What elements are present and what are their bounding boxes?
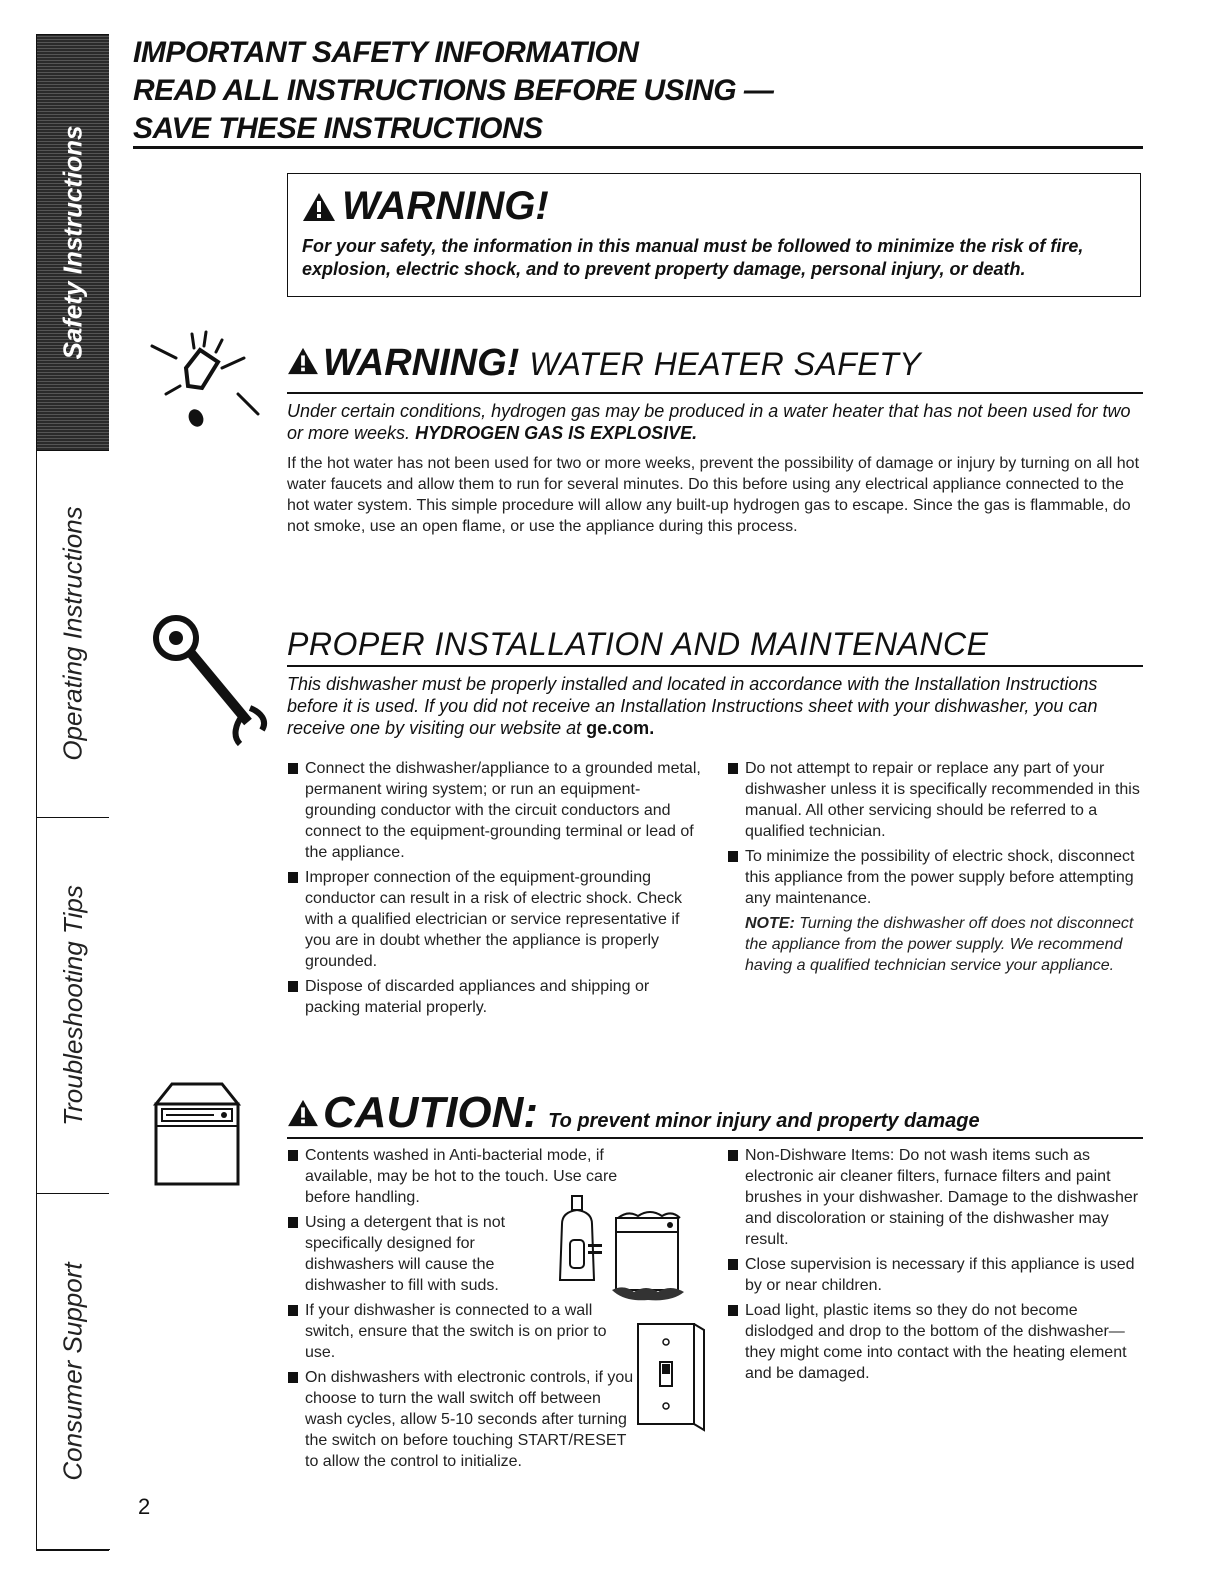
header-line-2: READ ALL INSTRUCTIONS BEFORE USING — bbox=[133, 74, 774, 107]
tab-safety-instructions[interactable] bbox=[37, 35, 109, 451]
wrench-icon bbox=[150, 612, 272, 750]
warning-text: For your safety, the information in this manual must be followed to minimize the risk of fire, explosion, electric shock, and to prevent property damage, personal injury, or death. bbox=[302, 236, 1084, 279]
water-heater-warning-label: WARNING! bbox=[323, 342, 520, 384]
water-heater-rule bbox=[287, 392, 1143, 394]
page-header bbox=[133, 34, 1143, 148]
caution-label: CAUTION: bbox=[323, 1088, 539, 1137]
list-item: Connect the dishwasher/appliance to a grounded metal, permanent wiring system; or run an equipment-grounding conductor with the circuit conductors and connect to the equipment-grounding terminal or lead of the appliance. bbox=[287, 758, 707, 863]
tab-troubleshooting-tips[interactable] bbox=[37, 817, 109, 1194]
hydrogen-gas-explosive: HYDROGEN GAS IS EXPLOSIVE. bbox=[415, 423, 698, 443]
installation-heading bbox=[287, 626, 988, 663]
list-item: Do not attempt to repair or replace any part of your dishwasher unless it is specifically recommended in this manual. All other servicing should be referred to a qualified technician. bbox=[727, 758, 1143, 842]
water-heater-title: WATER HEATER SAFETY bbox=[529, 346, 922, 382]
caution-right-column bbox=[727, 1145, 1143, 1388]
water-heater-lead-text: Under certain conditions, hydrogen gas may be produced in a water heater that has not been used for two or more weeks. bbox=[287, 401, 1131, 443]
dishwasher-icon bbox=[152, 1082, 242, 1186]
warning-triangle-icon bbox=[302, 192, 336, 222]
faucet-drip-icon bbox=[148, 328, 278, 438]
tab-consumer-support[interactable] bbox=[37, 1193, 109, 1550]
tab-label: Troubleshooting Tips bbox=[57, 884, 88, 1126]
water-heater-body: If the hot water has not been used for two or more weeks, prevent the possibility of damage or injury by turning on all hot water faucets and allow them to run for several minutes. Do this before using any electrical appliance connected to the hot water system. This simple procedure will allow any built-up hydrogen gas to escape. Since the gas is flammable, do not smoke, use an open flame, or use the appliance during this process. bbox=[287, 455, 1140, 535]
installation-right-column bbox=[727, 758, 1143, 976]
list-item: If your dishwasher is connected to a wall switch, ensure that the switch is on prior to use. bbox=[287, 1300, 630, 1363]
warning-title: WARNING! bbox=[342, 184, 549, 228]
list-item: Load light, plastic items so they do not become dislodged and drop to the bottom of the dishwasher—they might come into contact with the heating element and be damaged. bbox=[727, 1300, 1143, 1384]
sidebar-bottom-rule bbox=[36, 1549, 110, 1550]
list-item: Improper connection of the equipment-grounding conductor can result in a risk of electric shock. Check with a qualified electrician or service representative if you are in doubt whether the appliance is properly grounded. bbox=[287, 867, 707, 972]
list-item: On dishwashers with electronic controls, if you choose to turn the wall switch off between wash cycles, allow 5-10 seconds after turning the switch on before touching START/RESET to allow the control to initialize. bbox=[287, 1367, 640, 1472]
tab-label: Consumer Support bbox=[57, 1262, 88, 1481]
header-line-1: IMPORTANT SAFETY INFORMATION bbox=[133, 36, 639, 69]
note-text: Turning the dishwasher off does not disconnect the appliance from the power supply. We recommend having a qualified technician service your appliance. bbox=[745, 915, 1134, 974]
list-item: Contents washed in Anti-bacterial mode, if available, may be hot to the touch. Use care before handling. bbox=[287, 1145, 645, 1208]
wall-switch-icon bbox=[636, 1318, 708, 1438]
equals-sign-icon bbox=[586, 1242, 606, 1256]
list-item: To minimize the possibility of electric shock, disconnect this appliance from the power supply before attempting any maintenance. bbox=[727, 846, 1143, 909]
tab-operating-instructions[interactable] bbox=[37, 450, 109, 818]
tab-label: Operating Instructions bbox=[57, 506, 88, 761]
installation-note bbox=[727, 913, 1143, 976]
sudsy-dishwasher-icon bbox=[610, 1208, 688, 1304]
warning-heading bbox=[302, 184, 1126, 229]
installation-rule bbox=[287, 665, 1143, 667]
header-line-3: SAVE THESE INSTRUCTIONS bbox=[133, 112, 543, 145]
detergent-bottle-icon bbox=[548, 1194, 608, 1286]
note-label: NOTE: bbox=[745, 915, 795, 932]
caution-rule bbox=[287, 1137, 1143, 1139]
list-item: Close supervision is necessary if this appliance is used by or near children. bbox=[727, 1254, 1143, 1296]
website-link[interactable]: ge.com. bbox=[586, 718, 655, 738]
installation-title: PROPER INSTALLATION AND MAINTENANCE bbox=[287, 626, 989, 662]
warning-triangle-icon bbox=[287, 347, 319, 375]
installation-left-column bbox=[287, 758, 707, 1022]
installation-lead bbox=[287, 673, 1127, 739]
tab-label: Safety Instructions bbox=[57, 125, 88, 360]
header-rule bbox=[133, 146, 1143, 149]
page-number: 2 bbox=[138, 1494, 151, 1519]
list-item: Using a detergent that is not specifically designed for dishwashers will cause the dishwasher to fill with suds. bbox=[287, 1212, 530, 1296]
caution-heading bbox=[287, 1088, 980, 1138]
list-item: Dispose of discarded appliances and shipping or packing material properly. bbox=[287, 976, 707, 1018]
caution-subtitle: To prevent minor injury and property damage bbox=[548, 1110, 980, 1132]
water-heater-lead bbox=[287, 400, 1143, 444]
water-heater-heading bbox=[287, 342, 921, 385]
general-warning-box bbox=[287, 173, 1141, 297]
installation-lead-text: This dishwasher must be properly installed and located in accordance with the Installation Instructions before it is used. If you did not receive an Installation Instructions sheet with your dishwasher, you can receive one by visiting our website at bbox=[287, 674, 1098, 738]
list-item: Non-Dishware Items: Do not wash items such as electronic air cleaner filters, furnace filters and paint brushes in your dishwasher. Damage to the dishwasher and discoloration or staining of the dishwasher may result. bbox=[727, 1145, 1143, 1250]
section-tab-bar bbox=[36, 34, 109, 1551]
warning-triangle-icon bbox=[287, 1099, 319, 1127]
